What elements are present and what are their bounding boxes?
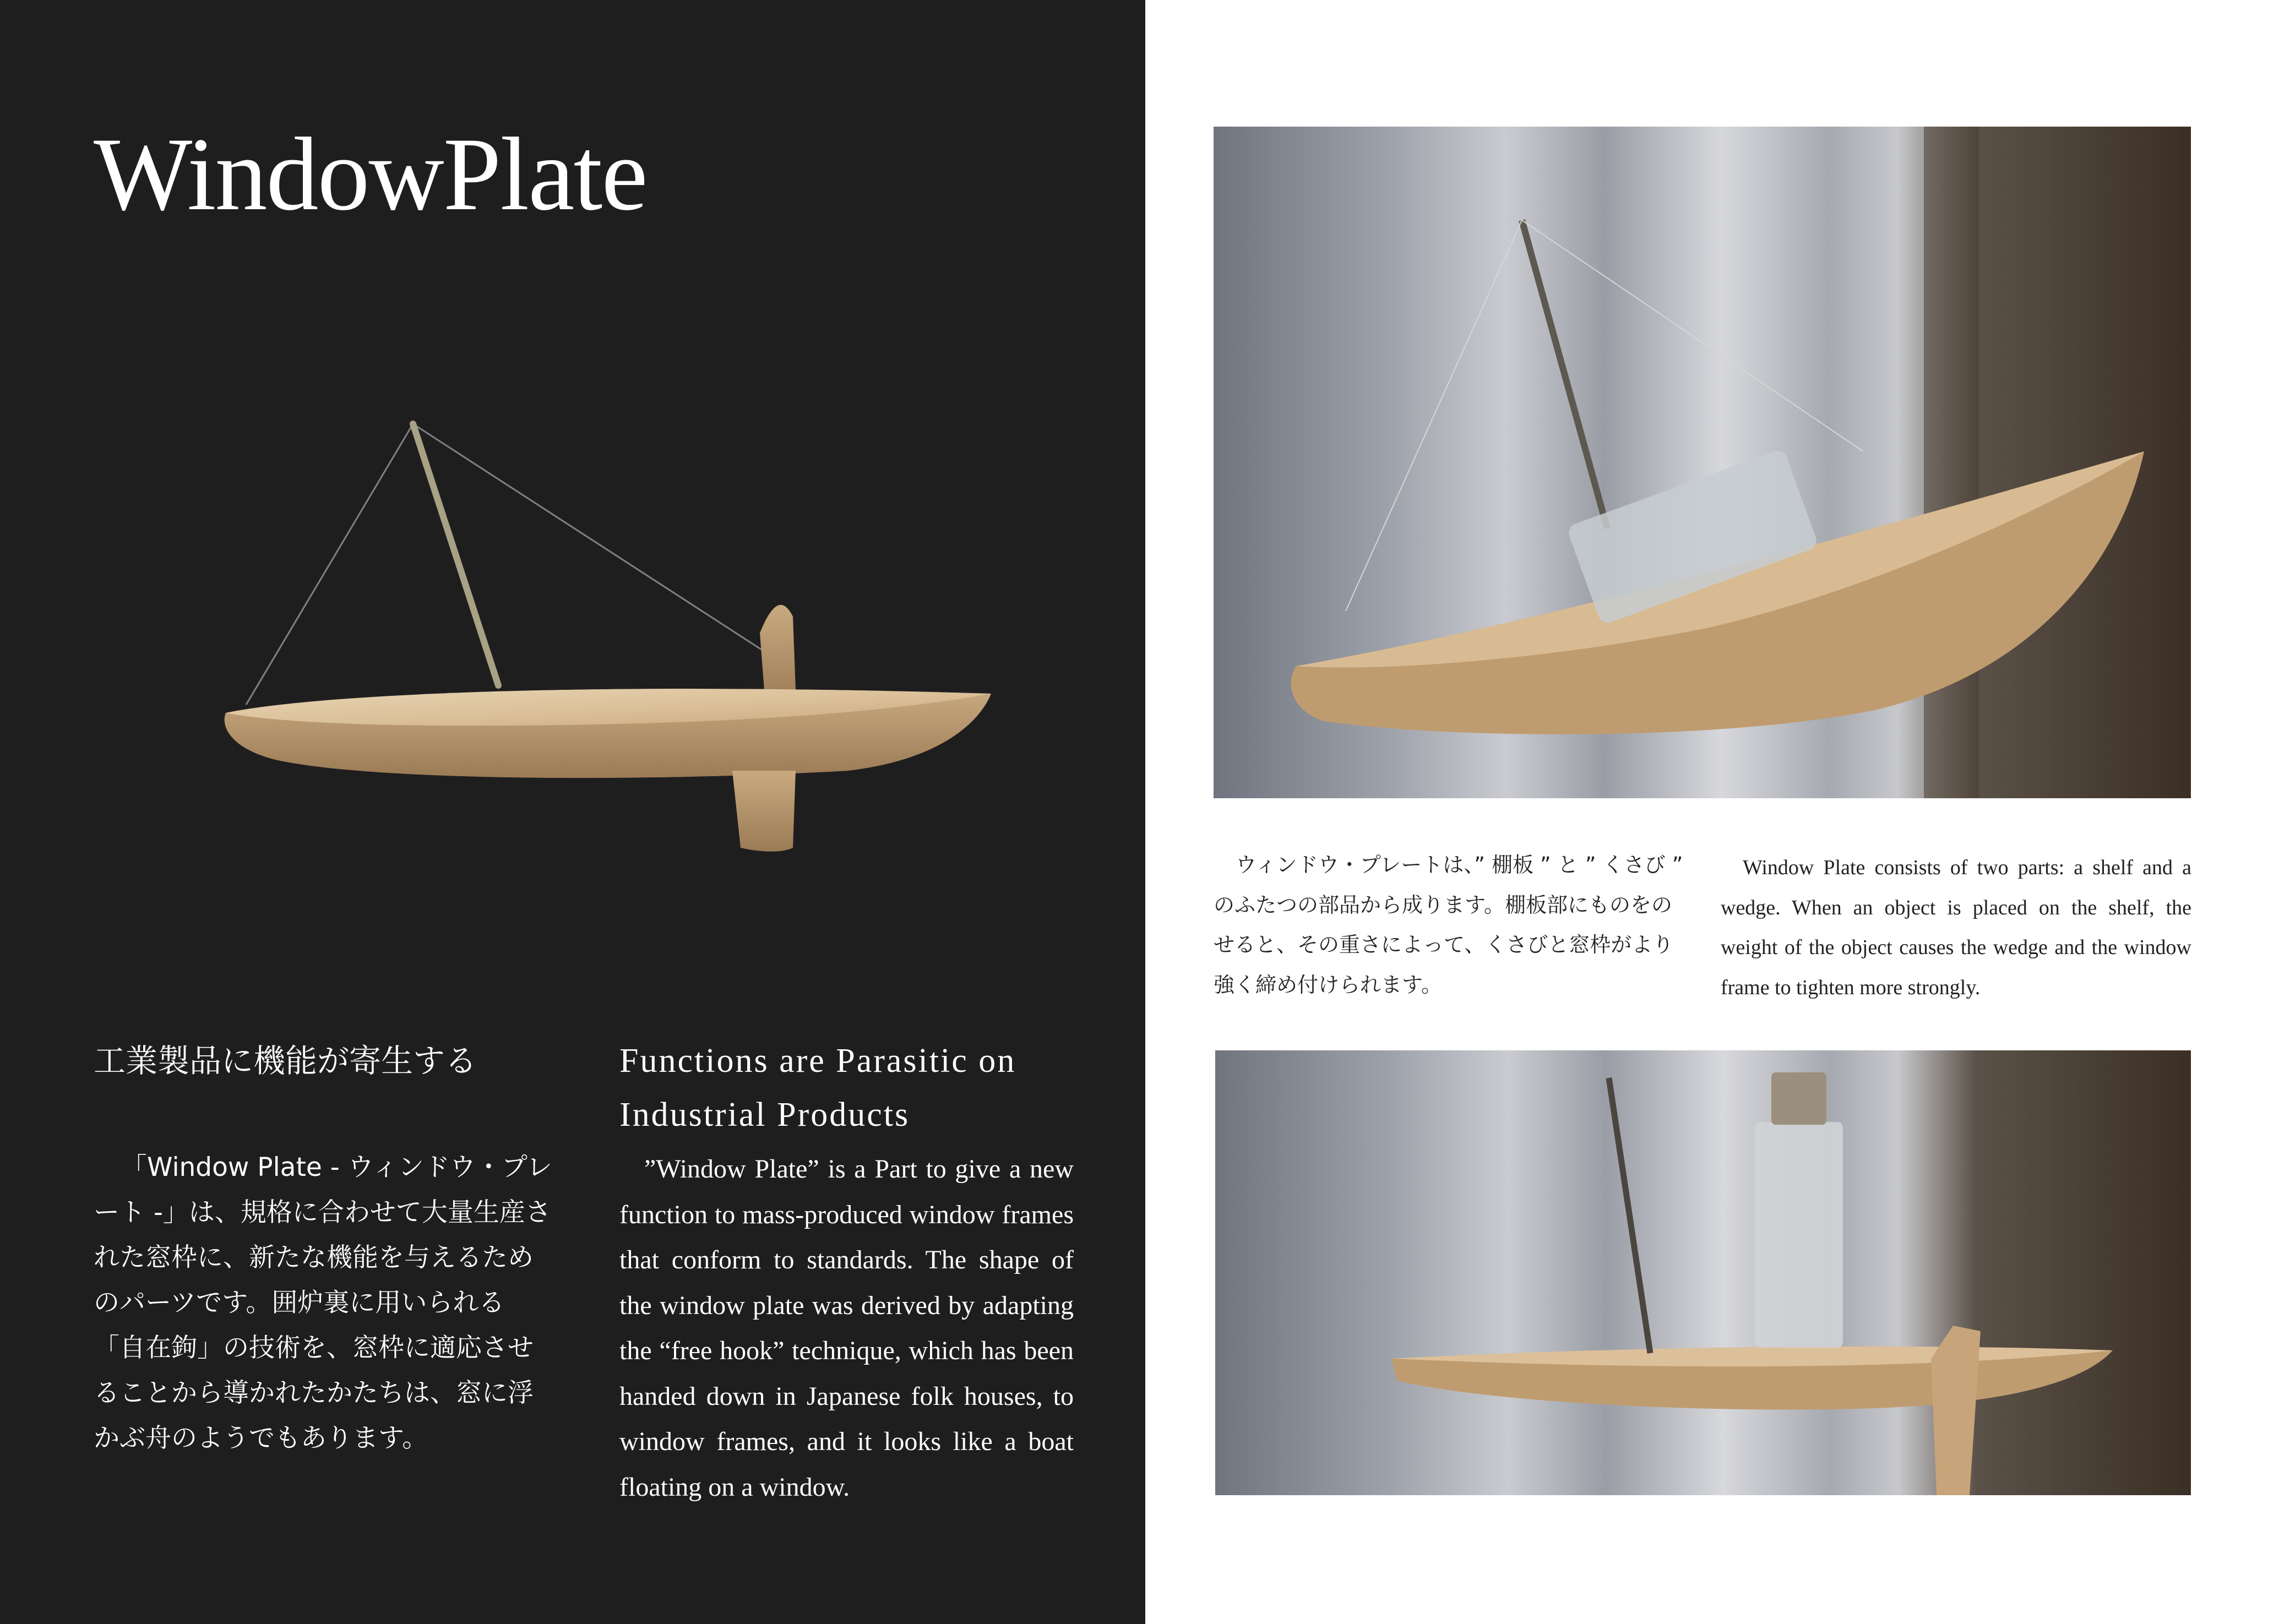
product-photo-side [1215, 1050, 2191, 1495]
heading-japanese: 工業製品に機能が寄生する [94, 1042, 477, 1080]
product-photo-angled [1214, 127, 2191, 798]
page-title: WindowPlate [94, 117, 647, 232]
heading-english: Functions are Parasitic on Industrial Products [619, 1042, 1016, 1133]
body-japanese: 「Window Plate - ウィンドウ・プレート -」は、規格に合わせて大量生産された窓枠に、新たな機能を与えるためのパーツです。囲炉裏に用いられる「自在鉤」の技術を、窓枠に適応させることから導かれたかたちは、窓に浮かぶ舟のようでもあります。 [94, 1152, 552, 1453]
body-english: ”Window Plate” is a Part to give a new function to mass-produced window frames that conform to standards. The shape of the window plate was derived by adapting the “free hook” technique, which has been handed down in Japanese folk houses, to window frames, and it looks like a boat floating on a window. [619, 1154, 1074, 1502]
description-japanese: ウィンドウ・プレートは、” 棚板 ” と ” くさび ” のふたつの部品から成ります。棚板部にものをのせると、その重さによって、くさびと窓枠がより強く締め付けられます。 [1214, 853, 1683, 997]
description-english: Window Plate consists of two parts: a shelf and a wedge. When an object is placed on the shelf, the weight of the object causes the wedge and the window frame to tighten more strongly. [1721, 856, 2191, 999]
product-hero-image [209, 407, 1013, 892]
